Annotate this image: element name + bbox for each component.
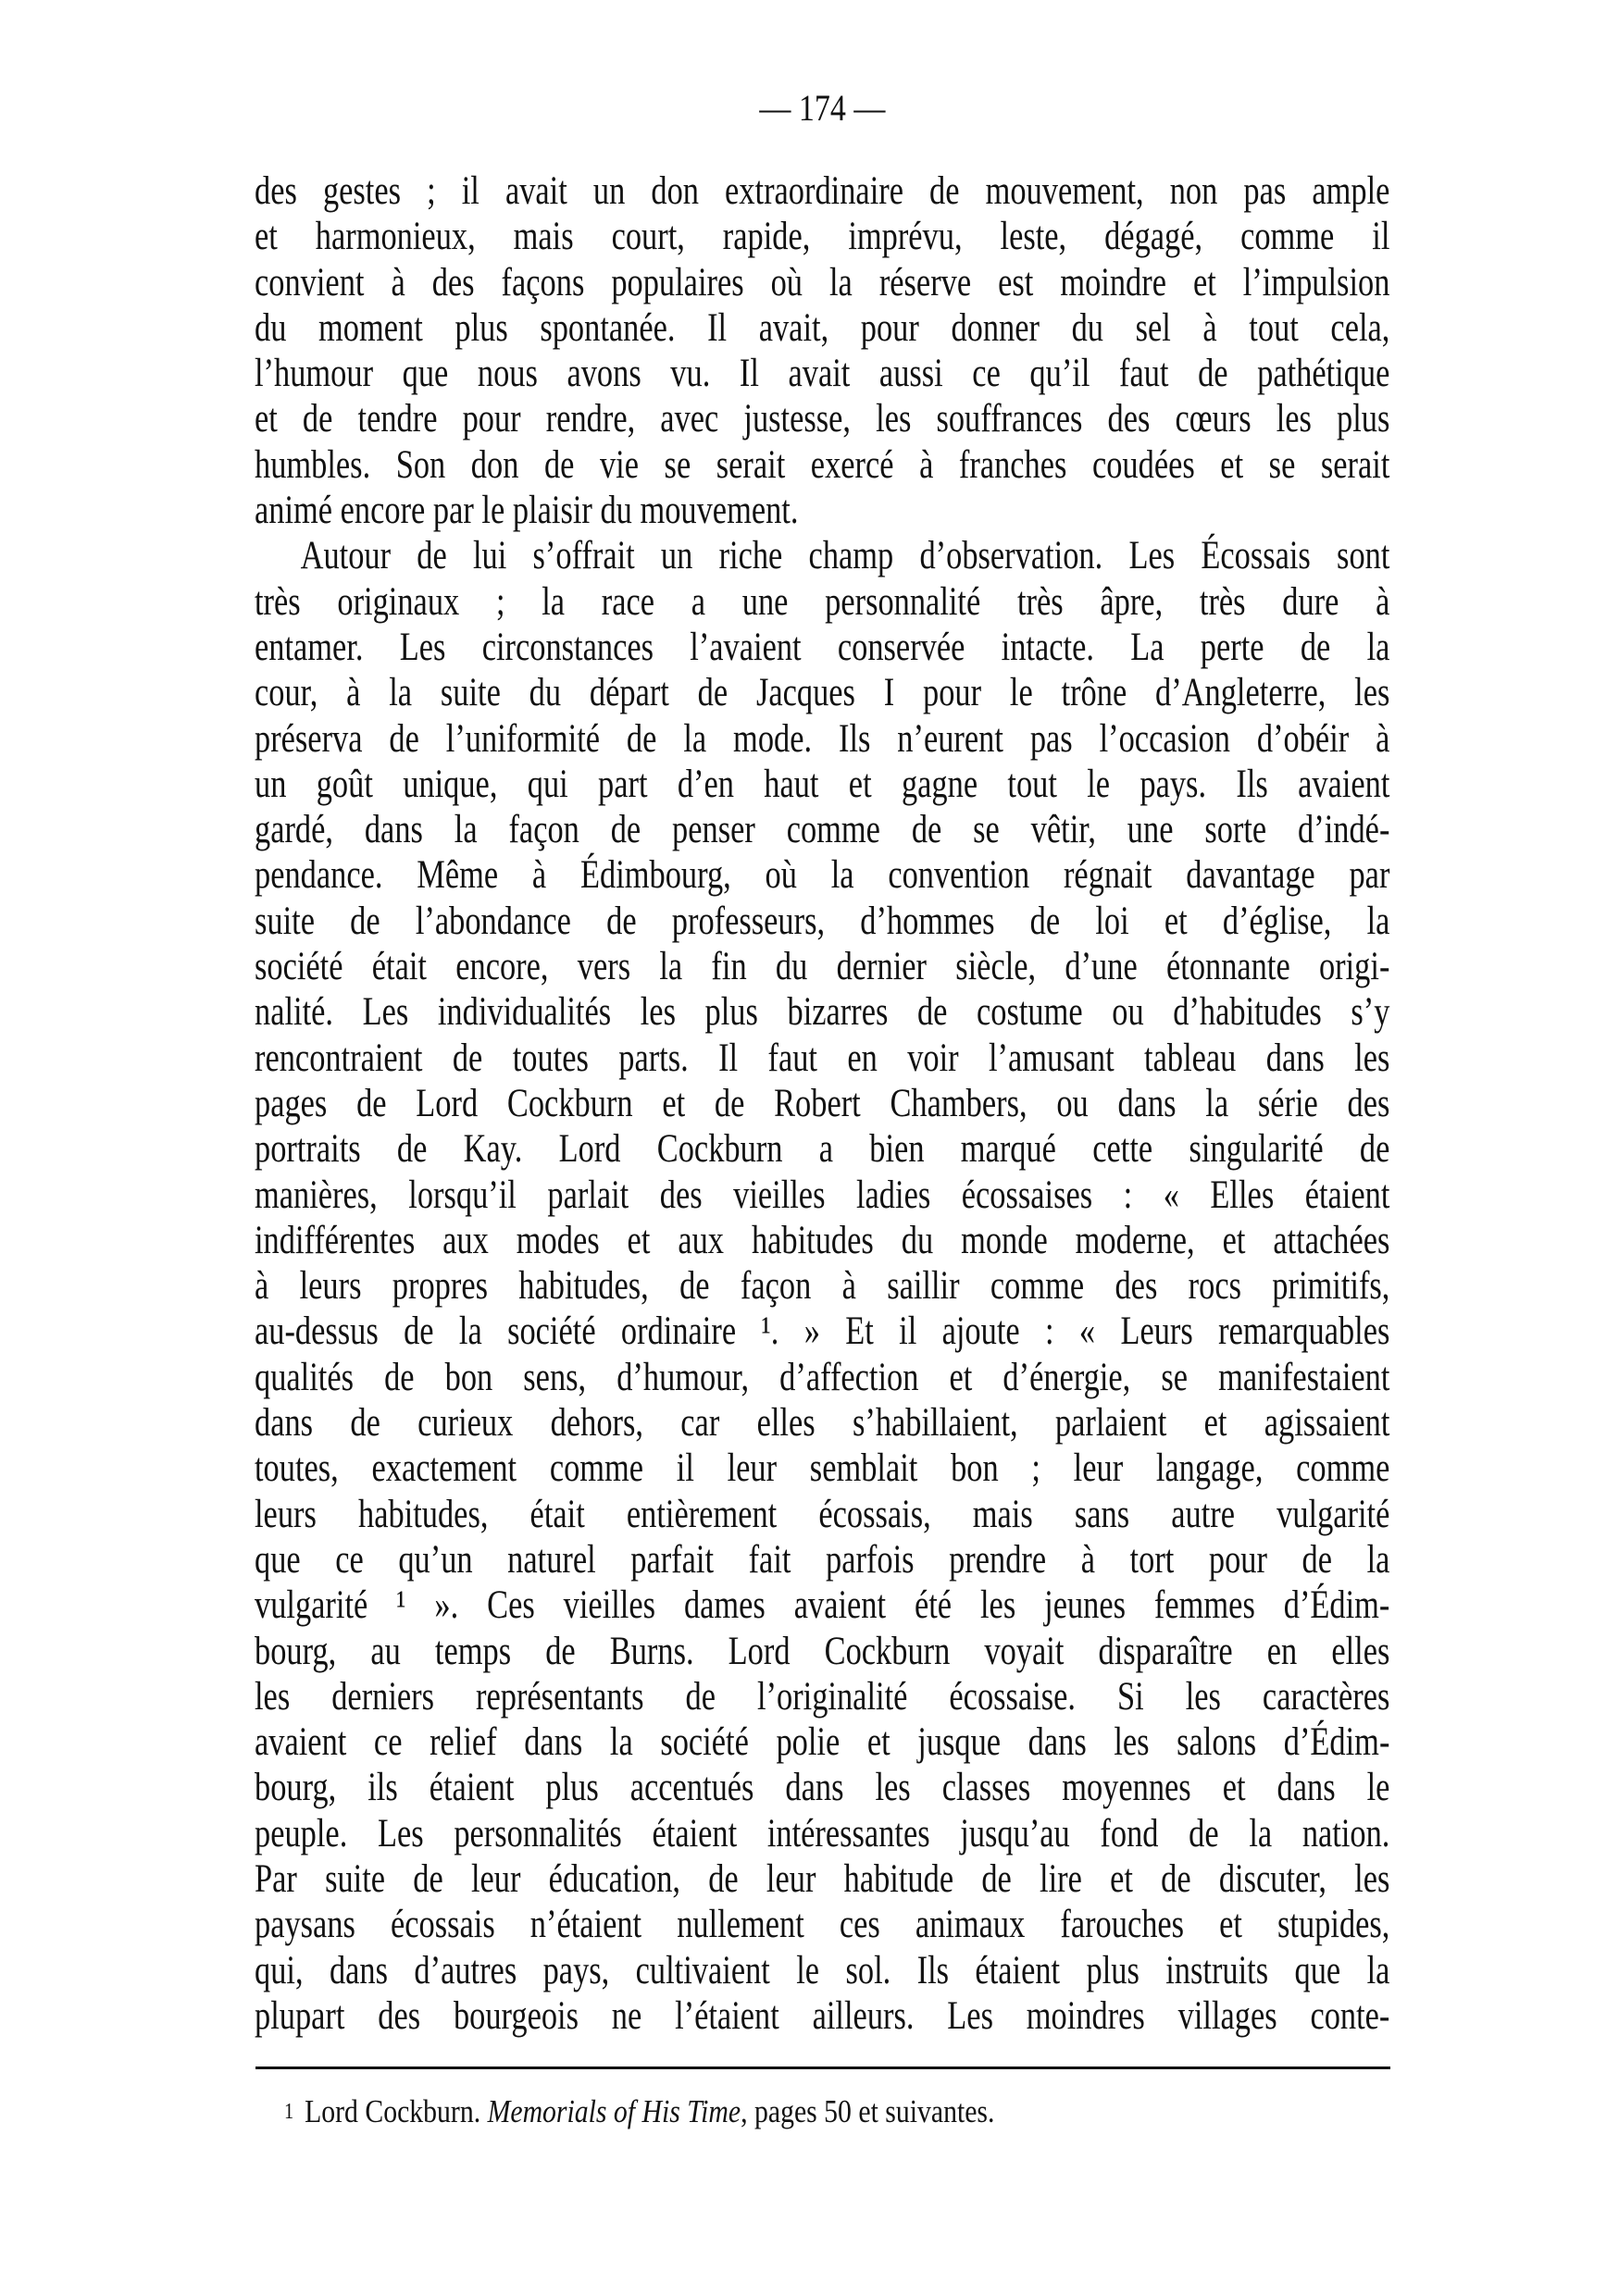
text-line: portraits de Kay. Lord Cockburn a bien marqué cette singularité de [255,1127,1390,1172]
body-text [255,168,1389,2039]
text-line: rencontraient de toutes parts. Il faut en voir l’amusant tableau dans les [255,1036,1390,1080]
text-line: humbles. Son don de vie se serait exercé à franches coudées et se serait [255,442,1390,487]
page-number: — 174 — [759,87,886,129]
text-line: à leurs propres habitudes, de façon à saillir comme des rocs primitifs, [255,1264,1390,1309]
text-line: et de tendre pour rendre, avec justesse, les souffrances des cœurs les plus [255,397,1390,441]
text-line: pendance. Même à Édimbourg, où la convention régnait davantage par [255,853,1390,898]
text-line: un goût unique, qui part d’en haut et gagne tout le pays. Ils avaient [255,762,1390,806]
text-line: avaient ce relief dans la société polie et jusque dans les salons d’Édim- [255,1720,1390,1765]
text-line: dans de curieux dehors, car elles s’habillaient, parlaient et agissaient [255,1401,1390,1446]
text-line: toutes, exactement comme il leur semblait bon ; leur langage, comme [255,1446,1390,1491]
paragraph [255,168,1389,533]
text-line: nalité. Les individualités les plus bizarres de costume ou d’habitudes s’y [255,990,1390,1035]
footnote [284,2091,994,2132]
text-line: l’humour que nous avons vu. Il avait aussi ce qu’il faut de pathétique [255,352,1390,396]
text-line: du moment plus spontanée. Il avait, pour donner du sel à tout cela, [255,305,1390,350]
text-line: au-dessus de la société ordinaire ¹. » Et il ajoute : « Leurs remarquables [255,1309,1390,1354]
text-line: indifférentes aux modes et aux habitudes du monde moderne, et attachées [255,1218,1390,1262]
text-line: bourg, ils étaient plus accentués dans les classes moyennes et dans le [255,1766,1390,1810]
footnote-mark: 1 [284,2100,294,2124]
footnote-rest: , pages 50 et suivantes. [741,2093,995,2129]
text-line: animé encore par le plaisir du mouvement. [255,489,799,533]
text-line: vulgarité ¹ ». Ces vieilles dames avaient été les jeunes femmes d’Édim- [255,1583,1390,1628]
text-line: leurs habitudes, était entièrement écossais, mais sans autre vulgarité [255,1492,1390,1536]
text-line: manières, lorsqu’il parlait des vieilles ladies écossaises : « Elles étaient [255,1173,1390,1217]
footnote-divider [255,2066,1390,2069]
paragraph [255,533,1389,2039]
text-line: et harmonieux, mais court, rapide, imprévu, leste, dégagé, comme il [255,215,1390,259]
text-line: gardé, dans la façon de penser comme de se vêtir, une sorte d’indé- [255,808,1390,852]
text-line: paysans écossais n’étaient nullement ces animaux farouches et stupides, [255,1903,1390,1947]
text-line: pages de Lord Cockburn et de Robert Chambers, ou dans la série des [255,1081,1390,1125]
text-line: les derniers représentants de l’originalité écossaise. Si les caractères [255,1674,1390,1719]
text-line: entamer. Les circonstances l’avaient conservée intacte. La perte de la [255,625,1390,669]
footnote-title: Memorials of His Time [487,2093,741,2129]
text-line: cour, à la suite du départ de Jacques I pour le trône d’Angleterre, les [255,671,1390,715]
text-line: Par suite de leur éducation, de leur habitude de lire et de discuter, les [255,1856,1390,1901]
text-line: que ce qu’un naturel parfait fait parfois prendre à tort pour de la [255,1537,1390,1582]
text-line: des gestes ; il avait un don extraordinaire de mouvement, non pas ample [255,169,1390,213]
text-line: plupart des bourgeois ne l’étaient ailleurs. Les moindres villages conte- [255,1993,1390,2038]
text-line: bourg, au temps de Burns. Lord Cockburn voyait disparaître en elles [255,1629,1390,1673]
text-line: qui, dans d’autres pays, cultivaient le sol. Ils étaient plus instruits que la [255,1948,1390,1992]
text-line: très originaux ; la race a une personnalité très âpre, très dure à [255,579,1390,624]
text-line: qualités de bon sens, d’humour, d’affection et d’énergie, se manifestaient [255,1355,1390,1399]
text-line: préserva de l’uniformité de la mode. Ils n’eurent pas l’occasion d’obéir à [255,716,1390,761]
text-line: Autour de lui s’offrait un riche champ d’observation. Les Écossais sont [300,534,1390,578]
footnote-author: Lord Cockburn. [305,2093,488,2129]
text-line: peuple. Les personnalités étaient intéressantes jusqu’au fond de la nation. [255,1811,1390,1855]
text-line: convient à des façons populaires où la réserve est moindre et l’impulsion [255,260,1390,304]
text-line: suite de l’abondance de professeurs, d’hommes de loi et d’église, la [255,899,1390,943]
text-line: société était encore, vers la fin du dernier siècle, d’une étonnante origi- [255,945,1390,989]
